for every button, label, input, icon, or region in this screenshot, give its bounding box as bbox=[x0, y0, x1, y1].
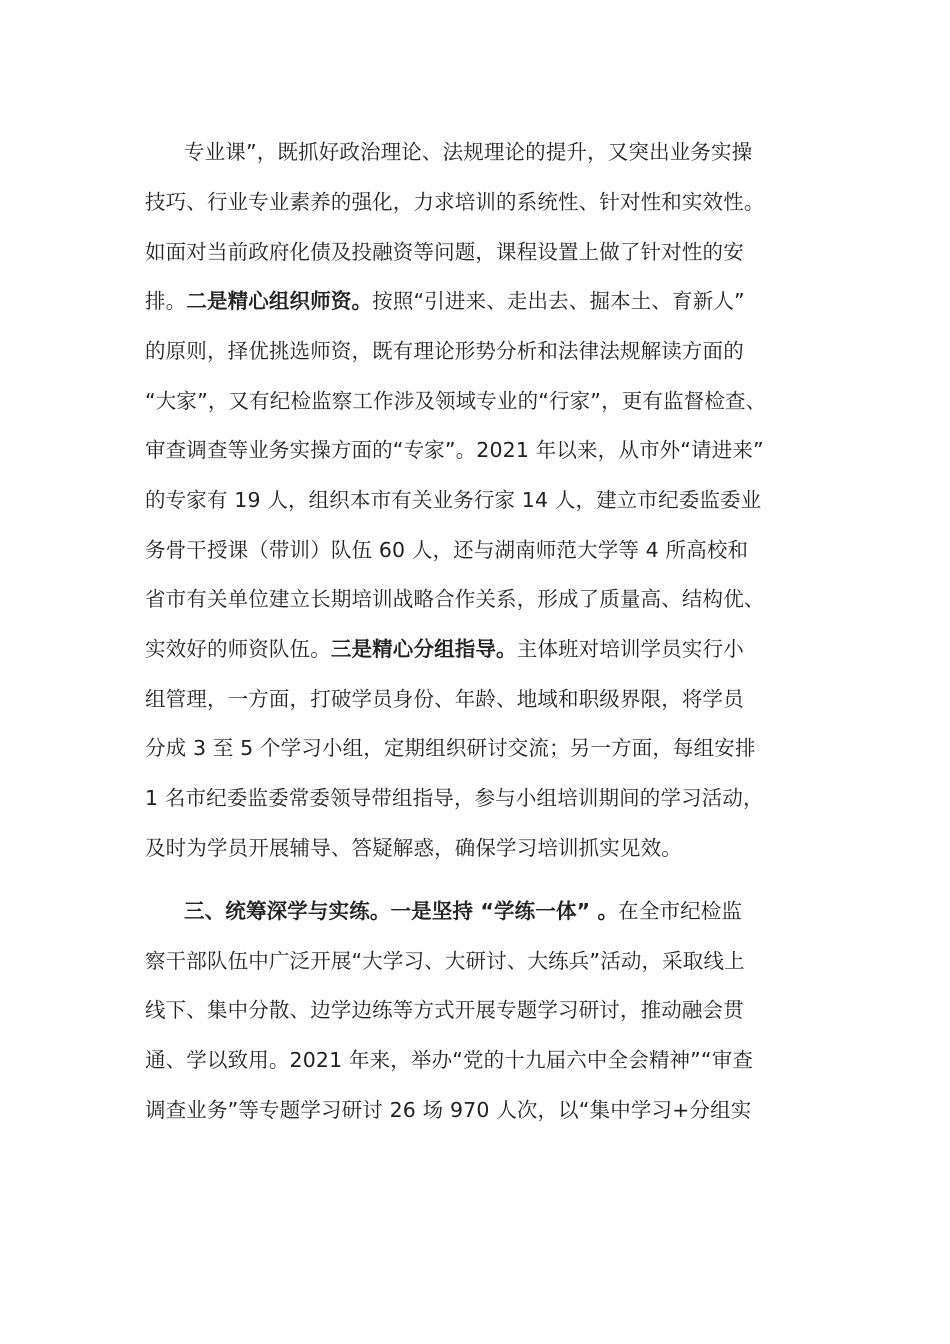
text-line bbox=[145, 674, 744, 724]
text-line bbox=[184, 127, 752, 177]
text-line bbox=[145, 1035, 753, 1085]
text-line bbox=[145, 574, 765, 624]
text-run: 及时为学员开展辅导、答疑解惑，确保学习培训抓实见效。 bbox=[145, 836, 682, 860]
text-run: 察干部队伍中广泛开展“大学习、大研讨、大练兵”活动，采取线上 bbox=[145, 949, 745, 973]
text-line bbox=[145, 475, 761, 525]
text-line bbox=[145, 177, 765, 227]
text-run: 的原则，择优挑选师资，既有理论形势分析和法律法规解读方面的 bbox=[145, 339, 744, 363]
text-line bbox=[145, 227, 744, 277]
text-run: “大家”，又有纪检监察工作涉及领域专业的“行家”，更有监督检查、 bbox=[145, 389, 767, 413]
text-line bbox=[145, 276, 745, 326]
text-line bbox=[145, 773, 764, 823]
text-line bbox=[145, 326, 744, 376]
text-run: 调查业务”等专题学习研讨 26 场 970 人次，以“集中学习+分组实 bbox=[145, 1098, 752, 1122]
text-run: 务骨干授课（带训）队伍 60 人，还与湖南师范大学等 4 所高校和 bbox=[145, 538, 749, 562]
text-run: 在全市纪检监 bbox=[618, 899, 743, 923]
bold-heading-run: 三是精心分组指导。 bbox=[330, 637, 517, 661]
text-line bbox=[145, 1085, 751, 1135]
text-run: 的专家有 19 人，组织本市有关业务行家 14 人，建立市纪委监委业 bbox=[145, 488, 762, 512]
text-run: 审查调查等业务实操方面的“专家”。2021 年以来，从市外“请进来” bbox=[145, 438, 764, 462]
text-run: 如面对当前政府化债及投融资等问题，课程设置上做了针对性的安 bbox=[145, 240, 744, 264]
text-line bbox=[145, 936, 745, 986]
text-run: 组管理，一方面，打破学员身份、年龄、地域和职级界限，将学员 bbox=[145, 687, 744, 711]
text-run: 主体班对培训学员实行小 bbox=[516, 637, 744, 661]
text-run: 按照“引进来、走出去、掘本土、育新人” bbox=[372, 289, 745, 313]
text-run: 通、学以致用。2021 年来，举办“党的十九届六中全会精神”“审查 bbox=[145, 1048, 753, 1072]
text-run: 分成 3 至 5 个学习小组，定期组织研讨交流；另一方面，每组安排 bbox=[145, 736, 756, 760]
text-line bbox=[145, 525, 748, 575]
text-run: 排。 bbox=[145, 289, 187, 313]
text-line bbox=[145, 985, 744, 1035]
section-heading-run: 三、统筹深学与实练。一是坚持 “学练一体” 。 bbox=[184, 899, 619, 923]
text-line bbox=[145, 376, 766, 426]
text-line bbox=[145, 823, 682, 873]
text-run: 专业课”，既抓好政治理论、法规理论的提升，又突出业务实操 bbox=[184, 140, 753, 164]
text-run: 技巧、行业专业素养的强化，力求培训的系统性、针对性和实效性。 bbox=[145, 190, 765, 214]
text-run: 省市有关单位建立长期培训战略合作关系，形成了质量高、结构优、 bbox=[145, 587, 765, 611]
text-line bbox=[145, 624, 744, 674]
text-line bbox=[145, 425, 764, 475]
text-run: 线下、集中分散、边学边练等方式开展专题学习研讨，推动融会贯 bbox=[145, 998, 744, 1022]
text-run: 实效好的师资队伍。 bbox=[145, 637, 331, 661]
text-line bbox=[145, 723, 756, 773]
text-line bbox=[184, 886, 742, 936]
bold-heading-run: 二是精心组织师资。 bbox=[186, 289, 373, 313]
text-run: 1 名市纪委监委常委领导带组指导，参与小组培训期间的学习活动， bbox=[145, 786, 764, 810]
